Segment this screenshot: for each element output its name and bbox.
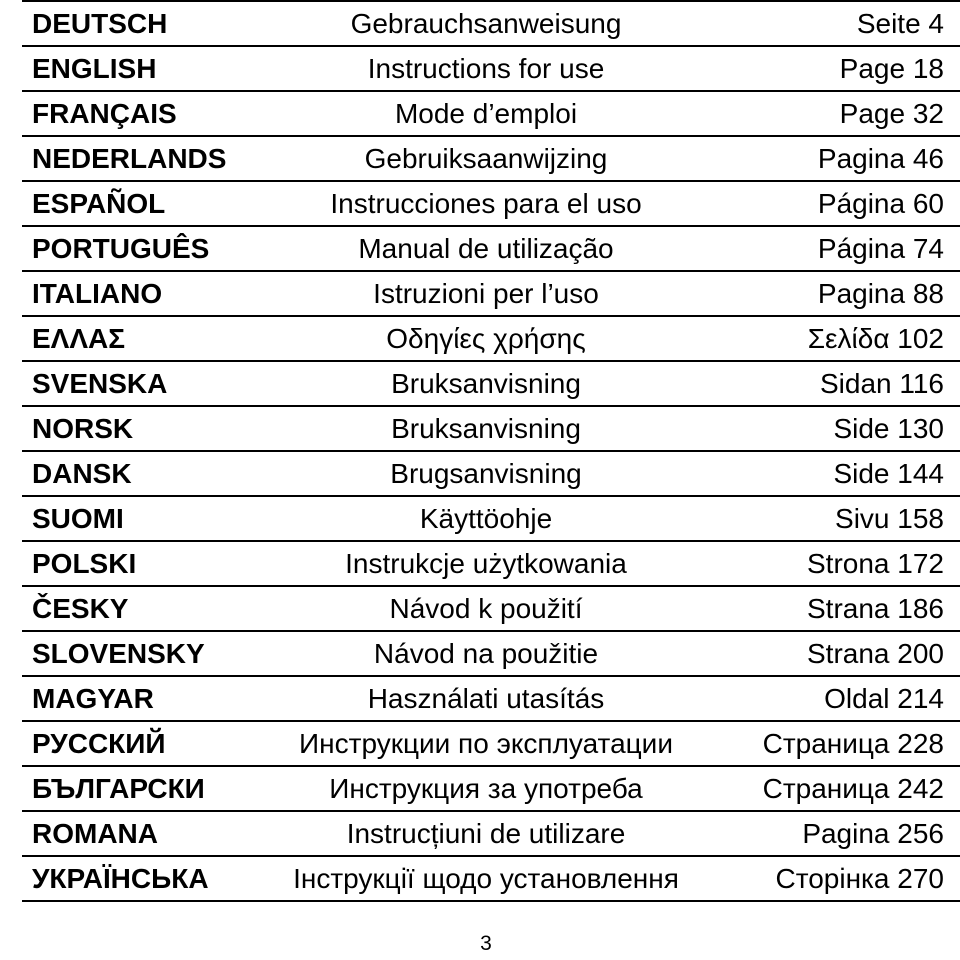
table-row	[22, 677, 960, 722]
manual-title: Návod na použitie	[373, 638, 599, 669]
table-row	[22, 767, 960, 812]
language-name: DANSK	[32, 458, 132, 489]
page-reference: Sidan 116	[819, 368, 944, 399]
page-reference: Side 130	[833, 413, 944, 444]
manual-title: Gebruiksaanwijzing	[364, 143, 608, 174]
language-name: ΕΛΛΑΣ	[32, 323, 126, 354]
page-reference: Oldal 214	[824, 683, 944, 714]
language-name: ČESKY	[32, 593, 129, 624]
table-row	[22, 497, 960, 542]
language-name: MAGYAR	[32, 683, 154, 714]
table-row	[22, 587, 960, 632]
language-index-table	[22, 0, 960, 902]
language-name: NORSK	[32, 413, 134, 444]
manual-title: Instructions for use	[367, 53, 605, 84]
page-reference: Σελίδα 102	[807, 323, 944, 354]
page-reference: Page 32	[839, 98, 944, 129]
manual-title: Brugsanvisning	[390, 458, 582, 489]
language-name: SUOMI	[32, 503, 124, 534]
page-number: 3	[480, 932, 492, 955]
page-reference: Pagina 256	[802, 818, 944, 849]
table-row	[22, 2, 960, 47]
manual-title: Instrukcje użytkowania	[345, 548, 627, 579]
language-name: ESPAÑOL	[32, 188, 166, 219]
manual-title: Инструкция за употреба	[329, 773, 643, 804]
table-row	[22, 227, 960, 272]
table-row	[22, 317, 960, 362]
table-row	[22, 632, 960, 677]
manual-title: Istruzioni per l’uso	[373, 278, 599, 309]
table-row	[22, 362, 960, 407]
page-reference: Strana 200	[807, 638, 944, 669]
manual-title: Návod k použití	[389, 593, 583, 624]
manual-title: Használati utasítás	[367, 683, 605, 714]
manual-title: Mode d’emploi	[394, 98, 578, 129]
language-name: ROMANA	[32, 818, 158, 849]
table-row	[22, 182, 960, 227]
page-reference: Página 60	[817, 188, 944, 219]
manual-title: Instrucciones para el uso	[330, 188, 642, 219]
page-reference: Page 18	[839, 53, 944, 84]
table-row	[22, 542, 960, 587]
manual-title: Gebrauchsanweisung	[350, 8, 622, 39]
language-name: DEUTSCH	[32, 8, 168, 39]
page-reference: Sivu 158	[835, 503, 944, 534]
table-row	[22, 137, 960, 182]
manual-title: Instrucțiuni de utilizare	[346, 818, 626, 849]
language-name: POLSKI	[32, 548, 137, 579]
language-name: SLOVENSKY	[32, 638, 205, 669]
language-name: БЪЛГАРСКИ	[32, 773, 205, 804]
manual-title: Инструкции по эксплуатации	[299, 728, 673, 759]
language-name: ITALIANO	[32, 278, 163, 309]
page-reference: Side 144	[833, 458, 944, 489]
language-name: РУССКИЙ	[32, 728, 166, 759]
manual-title: Οδηγίες χρήσης	[386, 323, 586, 354]
table-row	[22, 272, 960, 317]
page-reference: Страница 228	[762, 728, 944, 759]
language-name: FRANÇAIS	[32, 98, 177, 129]
language-name: NEDERLANDS	[32, 143, 227, 174]
page-reference: Сторінка 270	[775, 863, 944, 894]
manual-title: Інструкції щодо установлення	[293, 863, 679, 894]
page-reference: Pagina 88	[817, 278, 944, 309]
manual-title: Manual de utilização	[358, 233, 614, 264]
table-row	[22, 812, 960, 857]
page-reference: Strona 172	[807, 548, 944, 579]
page-reference: Strana 186	[807, 593, 944, 624]
table-row	[22, 452, 960, 497]
page-reference: Страница 242	[762, 773, 944, 804]
table-row	[22, 47, 960, 92]
language-name: УКРАЇНСЬКА	[32, 863, 209, 894]
manual-title: Bruksanvisning	[391, 413, 581, 444]
manual-title: Bruksanvisning	[391, 368, 581, 399]
table-row	[22, 722, 960, 767]
page-reference: Pagina 46	[817, 143, 944, 174]
table-row	[22, 857, 960, 902]
page-reference: Seite 4	[856, 8, 944, 39]
language-name: ENGLISH	[32, 53, 157, 84]
language-name: PORTUGUÊS	[32, 233, 210, 264]
page-reference: Página 74	[817, 233, 944, 264]
table-row	[22, 92, 960, 137]
manual-title: Käyttöohje	[419, 503, 553, 534]
table-row	[22, 407, 960, 452]
language-name: SVENSKA	[32, 368, 168, 399]
